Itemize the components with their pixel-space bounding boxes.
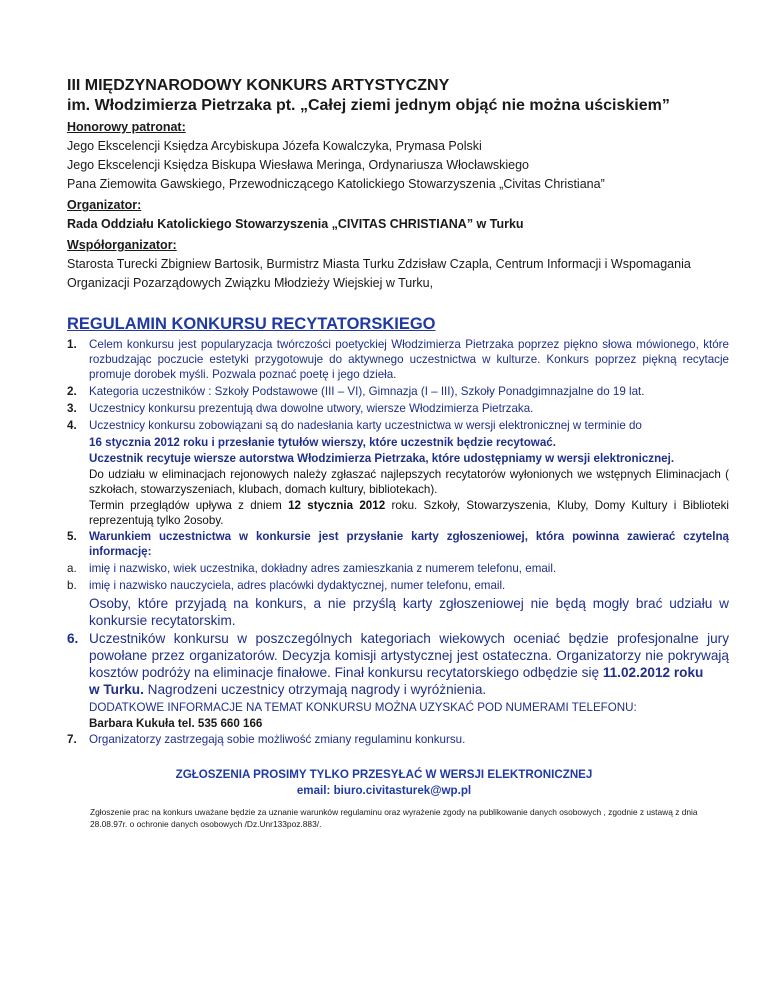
eliminacje-text: Do udziału w eliminacjach rejonowych należy zgłaszać najlepszych recytatorów wyłonionych we wstępnych Eliminacjach ( szkołach, stowarzyszeniach, klubach, domach kultury, bibliotekach).: [89, 468, 729, 496]
rule-item: [67, 732, 729, 747]
subitem-letter: b.: [67, 579, 77, 592]
rule-number: 3.: [67, 402, 77, 415]
recytuje-text: Uczestnik recytuje wiersze autorstwa Włodzimierza Pietrzaka, które udostępniamy w wersji elektronicznej.: [89, 452, 675, 465]
contest-subtitle: im. Włodzimierza Pietrzaka pt. „Całej ziemi jednym objąć nie można uściskiem”: [67, 97, 670, 114]
rule-subitem: [67, 578, 729, 593]
document-header: [67, 76, 727, 293]
jury-text: Uczestników konkursu w poszczególnych kategoriach wiekowych oceniać będzie profesjonalne jury powołane przez organizatorów. Decyzja komisji artystycznej jest ostateczna. Organizatorzy nie pokrywają kosztów podróży na eliminacje finałowe. Finał konkursu recytatorskiego odbędzie się: [89, 631, 729, 680]
rule-text: Organizatorzy zastrzegają sobie możliwość zmiany regulaminu konkursu.: [89, 733, 466, 746]
awards-text: Nagrodzeni uczestnicy otrzymają nagrody i wyróżnienia.: [143, 682, 487, 697]
consent-text: Zgłoszenie prac na konkurs uważane będzie za uznanie warunków regulaminu oraz wyrażenie zgody na publikowanie danych osobowych , zgodnie z ustawą z dnia 28.08.97r. o ochronie danych osobowych /Dz.Unr133poz.883/.: [90, 807, 698, 829]
footer-notice: [0, 767, 768, 799]
wspolorganizator-label: Współorganizator:: [67, 238, 177, 252]
subitem-letter: a.: [67, 562, 77, 575]
rule-text: Uczestnicy konkursu zobowiązani są do nadesłania karty uczestnictwa w wersji elektronicznej w terminie do: [89, 419, 642, 432]
rule-text: Uczestnicy konkursu prezentują dwa dowolne utwory, wiersze Włodzimierza Pietrzaka.: [89, 402, 534, 415]
rule-text: [89, 630, 729, 698]
rule-number: 6.: [67, 631, 79, 646]
termin-post: roku. Szkoły, Stowarzyszenia, Kluby, Domy Kultury i Biblioteki reprezentują tylko 2osoby.: [89, 499, 730, 527]
contact-email: email: biuro.civitasturek@wp.pl: [296, 784, 472, 797]
regulamin-rules: [67, 337, 729, 749]
rule-item: [67, 337, 729, 382]
rule-number: 1.: [67, 338, 77, 351]
submission-notice: ZGŁOSZENIA PROSIMY TYLKO PRZESYŁAĆ W WERSJI ELEKTRONICZNEJ: [175, 768, 593, 781]
rule-number: 2.: [67, 385, 77, 398]
info-text: DODATKOWE INFORMACJE NA TEMAT KONKURSU MOŻNA UZYSKAĆ POD NUMERAMI TELEFONU:: [89, 701, 637, 714]
wspolorganizator-line: Starosta Turecki Zbigniew Bartosik, Burmistrz Miasta Turku Zdzisław Czapla, Centrum Informacji i Wspomagania: [67, 257, 691, 271]
rule-number: 7.: [67, 733, 77, 746]
rule-text: Kategoria uczestników : Szkoły Podstawowe (III – VI), Gimnazja (I – III), Szkoły Ponadgimnazjalne do 19 lat.: [89, 385, 645, 398]
patronat-label: Honorowy patronat:: [67, 120, 186, 134]
rule-text: Celem konkursu jest popularyzacja twórczości poetyckiej Włodzimierza Pietrzaka poprzez piękno słowa mówionego, które rozbudzając poczucie estetyki przygotowuje do aktywnego uczestnictwa w kulturze. Konkurs poprzez piękną recytacje promuje dorobek myśli. Pozwala poznać poetę i jego dzieła.: [89, 338, 729, 381]
wspolorganizator-line: Organizacji Pozarządowych Związku Młodzieży Wiejskiej w Turku,: [67, 276, 434, 290]
rule-number: 5.: [67, 530, 77, 543]
registration-note: Osoby, które przyjadą na konkurs, a nie przyślą karty zgłoszeniowej nie będą mogły brać udziału w konkursie recytatorskim.: [89, 596, 729, 628]
final-place: w Turku.: [89, 682, 144, 697]
termin-date: 12 stycznia 2012: [288, 499, 386, 512]
contest-title: III MIĘDZYNARODOWY KONKURS ARTYSTYCZNY: [67, 77, 450, 94]
deadline-text: 16 stycznia 2012 roku i przesłanie tytułów wierszy, które uczestnik będzie recytować.: [89, 436, 556, 449]
organizator-text: Rada Oddziału Katolickiego Stowarzyszenia „CIVITAS CHRISTIANA” w Turku: [67, 217, 524, 231]
regulamin-title: REGULAMIN KONKURSU RECYTATORSKIEGO: [67, 315, 436, 333]
rule-text: Warunkiem uczestnictwa w konkursie jest przysłanie karty zgłoszeniowej, która powinna zawierać czytelną informację:: [89, 530, 729, 558]
contact-text: Barbara Kukuła tel. 535 660 166: [89, 717, 263, 730]
subitem-text: imię i nazwisko nauczyciela, adres placówki dydaktycznej, numer telefonu, email.: [89, 579, 506, 592]
rule-number: 4.: [67, 419, 77, 432]
termin-text: [89, 498, 729, 528]
subitem-text: imię i nazwisko, wiek uczestnika, dokładny adres zamieszkania z numerem telefonu, email.: [89, 562, 557, 575]
patron-line: Jego Ekscelencji Księdza Arcybiskupa Józefa Kowalczyka, Prymasa Polski: [67, 139, 482, 153]
final-date: 11.02.2012 roku: [602, 665, 704, 680]
organizator-label: Organizator:: [67, 198, 142, 212]
termin-pre: Termin przeglądów upływa z dniem: [89, 499, 289, 512]
rule-item: [67, 529, 729, 559]
rule-item: [67, 418, 729, 433]
rule-item: [67, 401, 729, 416]
patron-line: Pana Ziemowita Gawskiego, Przewodniczącego Katolickiego Stowarzyszenia „Civitas Christiana”: [67, 177, 605, 191]
rule-item: [67, 384, 729, 399]
rule-subitem: [67, 561, 729, 576]
patron-line: Jego Ekscelencji Księdza Biskupa Wiesława Meringa, Ordynariusza Włocławskiego: [67, 158, 529, 172]
rule-item: [67, 630, 729, 698]
